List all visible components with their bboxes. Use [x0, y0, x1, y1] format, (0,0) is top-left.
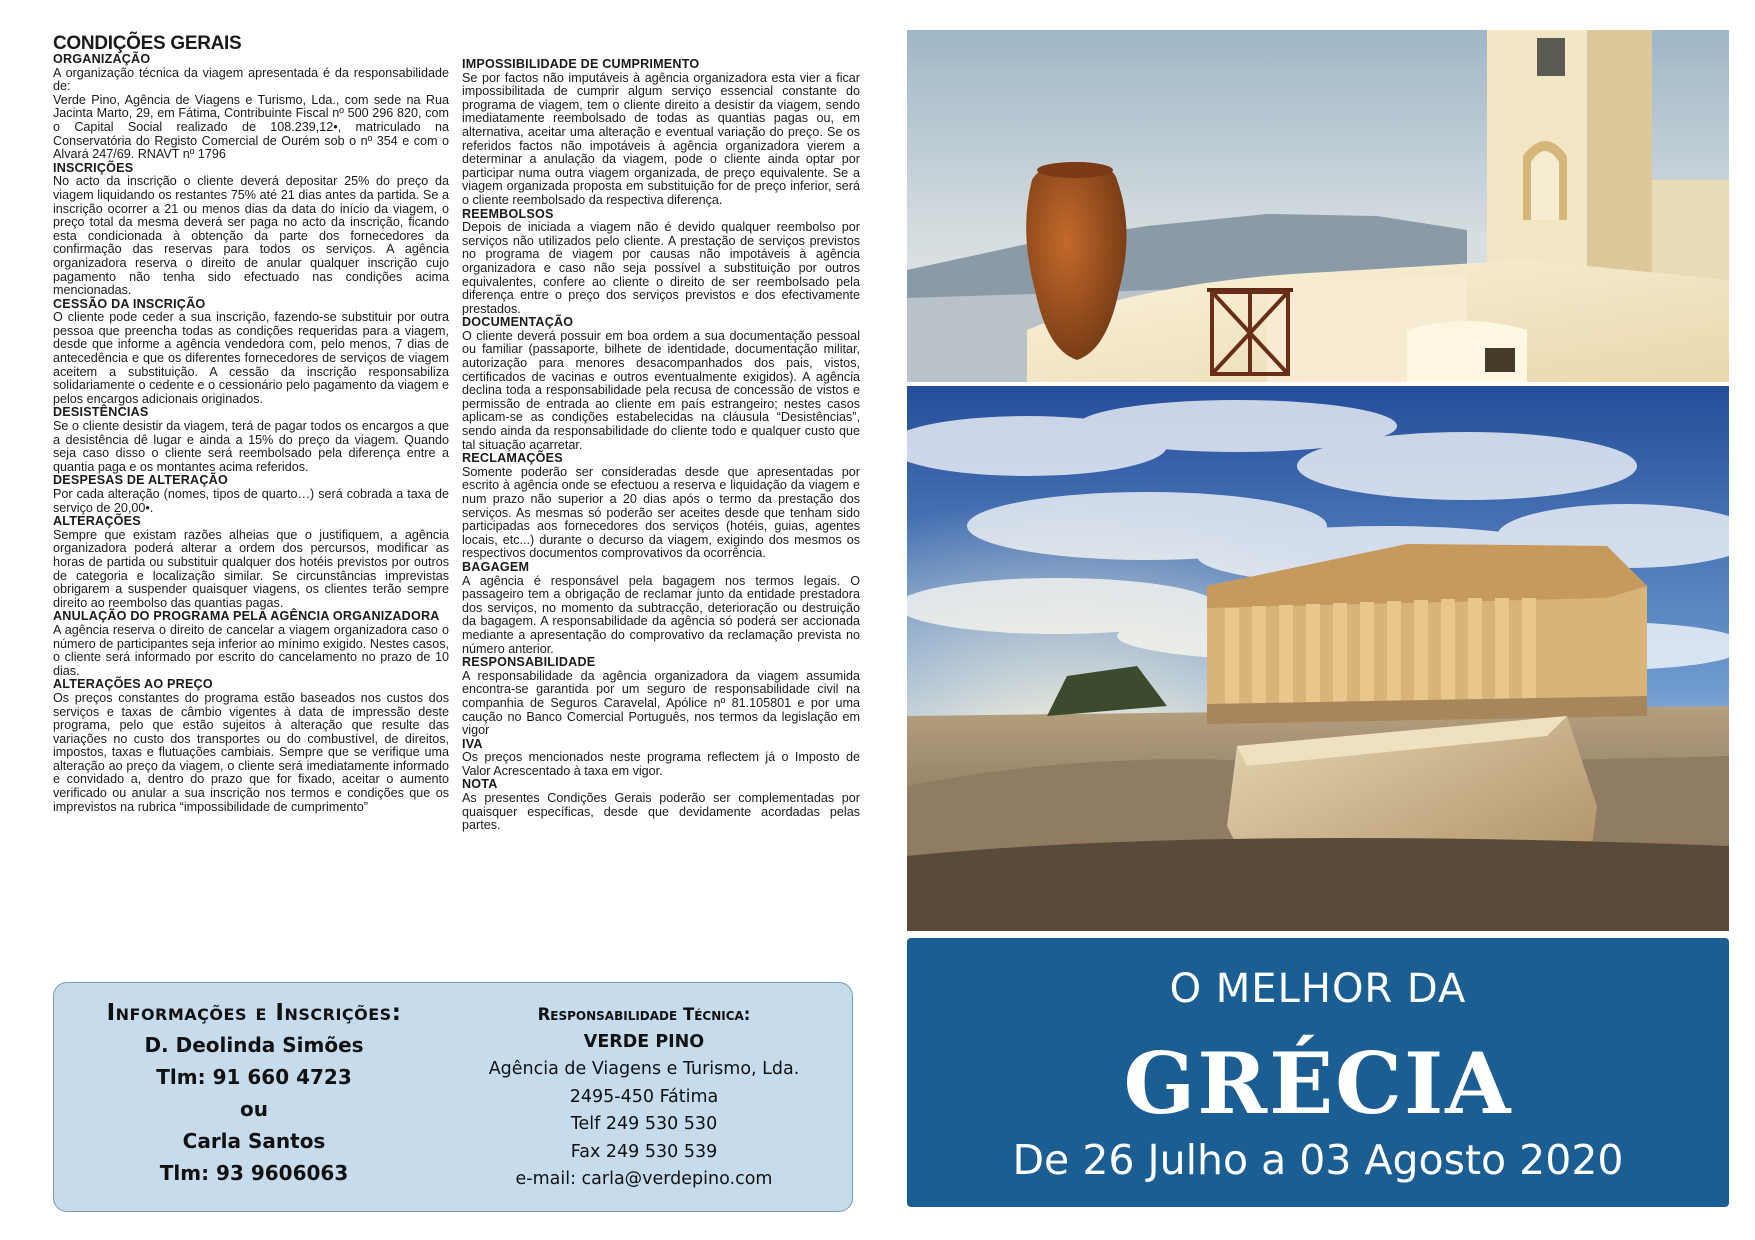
section-text: Depois de iniciada a viagem não é devido qualquer reembolso por serviços não utilizados pelo cliente. A prestação de serviços previstos no programa de viagem por causas não impotáveis à agência organizadora e caso não seja possível a substituição por outros equivalentes, confere ao cliente o direito de ser reembolsado pela diferença entre o preço dos serviços previstos e dos efectivamente prestados. — [462, 220, 860, 316]
condition-section — [462, 58, 860, 208]
section-heading: IVA — [462, 736, 483, 751]
responsibility-title: Responsabilidade Técnica: — [537, 1005, 751, 1024]
info-inscricoes — [54, 997, 454, 1189]
section-heading: DESPESAS DE ALTERAÇÃO — [53, 473, 228, 488]
section-text: A organização técnica da viagem apresentada é da responsabilidade de: — [53, 65, 449, 94]
contact-box — [53, 982, 853, 1212]
condition-section — [462, 316, 860, 452]
company-line: 2495-450 Fátima — [569, 1086, 719, 1107]
info-title: Informações e Inscrições: — [106, 1000, 402, 1026]
contact-line: ou — [240, 1097, 268, 1121]
condition-section — [53, 406, 449, 474]
section-heading: RESPONSABILIDADE — [462, 655, 596, 670]
section-heading: INSCRIÇÕES — [53, 160, 134, 175]
section-text: A agência reserva o direito de cancelar a viagem organizadora caso o número de participantes seja inferior ao mínimo exigido. Nestes casos, o cliente será informado por escrito do cancelamento no prazo de 10 dias. — [53, 622, 449, 678]
santorini-photo — [907, 30, 1729, 382]
section-text: As presentes Condições Gerais poderão ser complementadas por quaisquer específicas, desde que devidamente acordadas pelas partes. — [462, 791, 860, 833]
middle-sections — [462, 58, 860, 833]
parthenon-photo — [907, 386, 1729, 931]
condition-section — [462, 656, 860, 738]
conditions-left-column — [53, 34, 449, 814]
condition-section — [53, 610, 449, 678]
section-heading: DOCUMENTAÇÃO — [462, 315, 574, 330]
condition-section — [53, 53, 449, 162]
section-heading: ALTERAÇÕES AO PREÇO — [53, 677, 213, 692]
company-email: e-mail: carla@verdepino.com — [515, 1169, 773, 1189]
condition-section — [53, 515, 449, 610]
section-heading: BAGAGEM — [462, 559, 530, 574]
section-text: O cliente pode ceder a sua inscrição, fazendo-se substituir por outra pessoa que preencha todas as condições requeridas para a viagem, desde que informe a agência vendedora com, pelo menos, 7 dias de antecedência e que os diferentes fornecedores de serviços de viagem aceitem a substituição. A cessão da inscrição responsabiliza solidariamente o cedente e o cessionário pelo pagamento da viagem e pelos encargos adicionais originados. — [53, 310, 449, 406]
company-line: Fax 249 530 539 — [570, 1141, 718, 1162]
condition-section — [462, 208, 860, 317]
condition-section — [53, 678, 449, 814]
company-line: Telf 249 530 530 — [570, 1114, 718, 1134]
banner-subtitle: O MELHOR DA — [1169, 966, 1467, 1012]
contact-line: Tlm: 91 660 4723 — [156, 1065, 352, 1089]
conditions-middle-column — [462, 58, 860, 833]
section-text: Por cada alteração (nomes, tipos de quarto…) será cobrada a taxa de serviço de 20,00•. — [53, 487, 449, 515]
left-sections — [53, 53, 449, 814]
section-text: Se por factos não imputáveis à agência organizadora esta vier a ficar impossibilitada de cumprir algum serviço essencial constante do programa de viagem, tem o cliente direito a desistir da viagem, sendo imediatamente reembolsado de todas as quantias pagas ou, em alternativa, aceitar uma alteração e eventual variação do preço. Se os referidos factos não impotáveis à agência organizadora vierem a determinar a anulação da viagem, pode o cliente ainda optar por participar numa outra viagem organizada, de preço equivalente. Se a viagem organizada proposta em substituição for de preço inferior, será o cliente reembolsado da respectiva diferença. — [462, 70, 860, 207]
section-heading: DESISTÊNCIAS — [53, 405, 149, 420]
section-heading: ANULAÇÃO DO PROGRAMA PELA AGÊNCIA ORGANIZADORA — [53, 609, 440, 624]
section-text: A responsabilidade da agência organizadora da viagem assumida encontra-se garantida por um seguro de responsabilidade civil na companhia de Seguros Caravelal, Apólice nº 81.105801 e por uma caução no Banco Comercial Português, nos termos da legislação em vigor — [462, 668, 860, 738]
technical-responsibility — [454, 1001, 834, 1194]
condition-section — [53, 162, 449, 298]
section-heading: CESSÃO DA INSCRIÇÃO — [53, 296, 206, 311]
section-text: Se o cliente desistir da viagem, terá de pagar todos os encargos a que a desistência dê lugar e ainda a 15% do preço da viagem. Quando seja caso disso o cliente será reembolsado pela diferença entre a quantia paga e os montantes acima referidos. — [53, 419, 449, 474]
contact-line: Tlm: 93 9606063 — [159, 1161, 349, 1185]
section-heading: ORGANIZAÇÃO — [53, 52, 151, 66]
contact-line: Carla Santos — [182, 1129, 326, 1153]
conditions-title: CONDIÇÕES GERAIS — [53, 33, 242, 54]
section-text: A agência é responsável pela bagagem nos termos legais. O passageiro tem a obrigação de reclamar junto da entidade prestadora dos serviços, no momento da subtracção, deterioração ou destruição da bagagem. A responsabilidade da agência só poderá ser accionada mediante a apresentação do comprovativo da reclamação prevista no número anterior. — [462, 573, 860, 656]
section-heading: IMPOSSIBILIDADE DE CUMPRIMENTO — [462, 57, 700, 71]
condition-section — [462, 738, 860, 779]
condition-section — [53, 298, 449, 407]
company-line: Agência de Viagens e Turismo, Lda. — [488, 1059, 800, 1079]
section-text: No acto da inscrição o cliente deverá depositar 25% do preço da viagem liquidando os restantes 75% até 21 dias antes da partida. Se a inscrição ocorrer a 21 ou menos dias da data do início da viagem, o preço total da mesma deverá ser paga no acto da inscrição, ficando esta condicionada à obtenção da parte dos fornecedores da confirmação das reservas para todos os serviços. A agência organizadora reserva o direito de anular qualquer inscrição cujo pagamento não tenha sido efectuado nas condições acima mencionadas. — [53, 174, 449, 298]
contact-line: D. Deolinda Simões — [144, 1033, 364, 1057]
condition-section — [462, 561, 860, 656]
condition-section — [462, 778, 860, 832]
section-heading: RECLAMAÇÕES — [462, 451, 563, 466]
section-text: Os preços constantes do programa estão baseados nos custos dos serviços e taxas de câmbio vigentes à data de impressão deste programa, pelo que estão sujeitos à alteração que resulte das variações no custo dos transportes ou do combustível, de direitos, impostos, taxas e flutuações cambiais. Sempre que se verifique uma alteração ao preço da viagem, o cliente será imediatamente informado e convidado a, dentro do prazo que for fixado, aceitar o aumento verificado ou anular a sua inscrição nos termos e condições que os imprevistos na rubrica “impossibilidade de cumprimento” — [53, 690, 449, 814]
condition-section — [462, 452, 860, 561]
section-text: Os preços mencionados neste programa reflectem já o Imposto de Valor Acrescentado à taxa em vigor. — [462, 750, 860, 778]
title-banner — [907, 938, 1729, 1207]
section-text: Somente poderão ser consideradas desde que apresentadas por escrito à agência onde se efectuou a reserva e liquidação da viagem e num prazo não superior a 20 dias após o termo da prestação dos serviços. As mesmas só poderão ser aceites desde que tenham sido participadas aos fornecedores dos serviços (hotéis, guias, agentes locais, etc...) durante o decurso da viagem, exigindo dos mesmos os respectivos documentos comprovativos da ocorrência. — [462, 464, 860, 561]
section-text: O cliente deverá possuir em boa ordem a sua documentação pessoal ou familiar (passaporte, bilhete de identidade, documentação militar, autorização para menores desacompanhados dos pais, vistos, certificados de vacinas e outros eventualmente exigidos). A agência declina toda a responsabilidade pela recusa de concessão de vistos e permissão de entrada ao cliente em país estrangeiro; nestes casos aplicam-se as condições estabelecidas na cláusula “Desistências”, sendo ainda da responsabilidade do cliente todo e qualquer custo que tal situação acarretar. — [462, 328, 860, 452]
section-heading: ALTERAÇÕES — [53, 514, 141, 529]
section-heading: NOTA — [462, 777, 498, 792]
section-text: Sempre que existam razões alheias que o justifiquem, a agência organizadora poderá alterar a ordem dos percursos, modificar as horas de partida ou substituir qualquer dos hotéis previstos por outros de categoria e localização similar. Se circunstâncias imprevistas obrigarem a suspender quaisquer viagens, os clientes terão sempre direito ao reembolso das quantias pagas. — [53, 527, 449, 610]
company-name: VERDE PINO — [583, 1031, 705, 1052]
section-text: Verde Pino, Agência de Viagens e Turismo, Lda., com sede na Rua Jacinta Marto, 29, em Fátima, Contribuinte Fiscal nº 500 296 820, com o Capital Social realizado de 108.239,12•, matriculado na Conservatória do Registo Comercial de Ourém sob o nº 354 e com o Alvará 247/69. RNAVT nº 1796 — [53, 92, 449, 162]
section-heading: REEMBOLSOS — [462, 206, 554, 221]
banner-dates: De 26 Julho a 03 Agosto 2020 — [1012, 1136, 1624, 1184]
banner-title: GRÉCIA — [1123, 1034, 1513, 1133]
condition-section — [53, 474, 449, 515]
